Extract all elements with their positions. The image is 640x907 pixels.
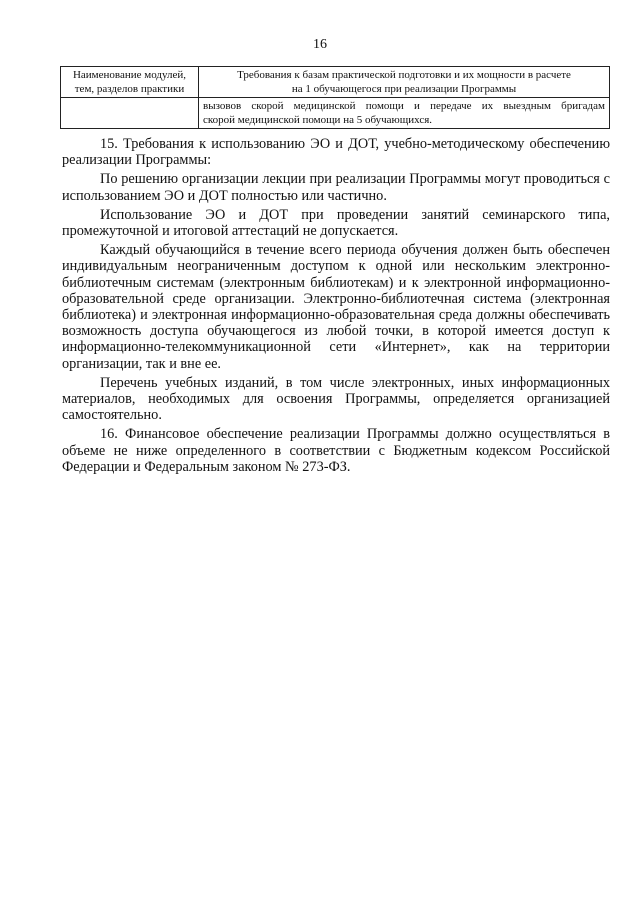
table-cell-requirements <box>199 98 610 129</box>
page-number: 16 <box>313 37 327 52</box>
paragraph-section-15: 15. Требования к использованию ЭО и ДОТ, учебно-методическому обеспечению реализации Программы: <box>62 136 610 169</box>
paragraph-library-access: Каждый обучающийся в течение всего периода обучения должен быть обеспечен индивидуальным неограниченным доступом к одной или нескольким электронно-библиотечным системам (электронным библиотекам) и к электронной информационно-образовательной среде организации. Электронно-библиотечная система (электронная библиотека) и электронная информационно-образовательная среда должны обеспечивать возможность доступа обучающегося из любой точки, в которой имеется доступ к информационно-телекоммуникационной сети «Интернет», как на территории организации, так и вне ее. <box>62 242 610 372</box>
table-cell-line: вызовов скорой медицинской помощи и передаче их выездным бригадам <box>203 100 605 112</box>
table-header-row <box>61 67 610 98</box>
header-cell-line: Наименование модулей, <box>72 69 187 81</box>
requirements-table <box>60 66 610 129</box>
header-cell-line: тем, разделов практики <box>74 83 185 95</box>
paragraph-publications: Перечень учебных изданий, в том числе электронных, иных информационных материалов, необходимых для освоения Программы, определяется организацией самостоятельно. <box>62 374 610 424</box>
document-body <box>62 136 610 478</box>
table-cell-line: скорой медицинской помощи на 5 обучающихся. <box>203 114 433 126</box>
header-cell-line: Требования к базам практической подготовки и их мощности в расчете <box>237 69 571 81</box>
table-row <box>61 98 610 129</box>
header-cell-requirements <box>199 67 610 98</box>
paragraph-section-16: 16. Финансовое обеспечение реализации Программы должно осуществляться в объеме не ниже определенного в соответствии с Бюджетным кодексом Российской Федерации и Федеральным законом № 273-ФЗ. <box>62 426 610 475</box>
header-cell-modules <box>61 67 199 98</box>
paragraph-seminars: Использование ЭО и ДОТ при проведении занятий семинарского типа, промежуточной и итоговой аттестаций не допускается. <box>62 206 610 240</box>
header-cell-line: на 1 обучающегося при реализации Программы <box>291 83 517 95</box>
table-cell-empty <box>61 98 199 129</box>
paragraph-lectures: По решению организации лекции при реализации Программы могут проводиться с использованием ЭО и ДОТ полностью или частично. <box>62 171 610 204</box>
